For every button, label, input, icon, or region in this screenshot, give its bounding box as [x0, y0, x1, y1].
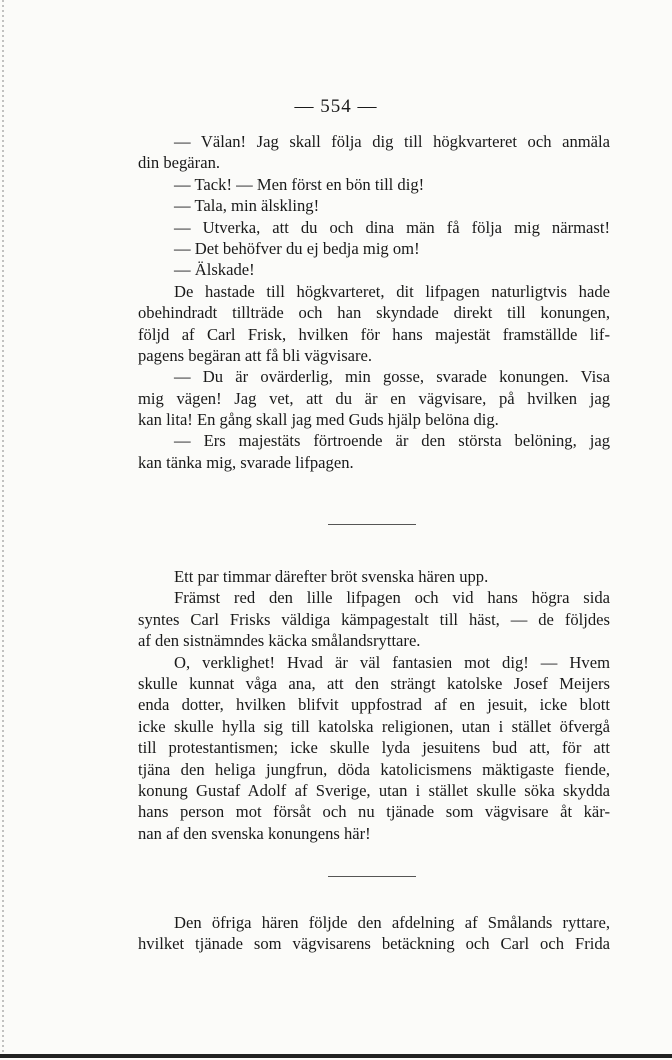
- text-line: — Ers majestäts förtroende är den största belöning, jag: [174, 431, 610, 451]
- text-block-march: [138, 566, 610, 844]
- text-line: hans person mot försåt och nu tjänade som vägvisare åt kär-: [138, 802, 610, 822]
- text-line: obehindradt tillträde och han skyndade direkt till konungen,: [138, 303, 610, 323]
- text-line: syntes Carl Frisks väldiga kämpagestalt till häst, — de följdes: [138, 609, 610, 629]
- text-line: icke skulle hylla sig till katolska religionen, utan i stället öfvergå: [138, 716, 610, 736]
- text-line: mig vägen! Jag vet, att du är en vägvisare, på hvilken jag: [138, 388, 610, 408]
- text-line: enda dotter, hvilken blifvit uppfostrad af en jesuit, icke blott: [138, 695, 610, 715]
- text-line: pagens begäran att få bli vägvisare.: [138, 345, 373, 365]
- text-line: tjäna den heliga jungfrun, döda katolicismens mäktigaste fiende,: [138, 759, 610, 779]
- text-line: följd af Carl Frisk, hvilken för hans majestät framställde lif-: [138, 324, 610, 344]
- text-block-continuation: [138, 912, 610, 955]
- text-line: O, verklighet! Hvad är väl fantasien mot dig! — Hvem: [174, 652, 610, 672]
- text-line: — Tala, min älskling!: [174, 196, 320, 216]
- text-line: kan tänka mig, svarade lifpagen.: [138, 452, 354, 472]
- text-line: kan lita! En gång skall jag med Guds hjälp belöna dig.: [138, 410, 499, 430]
- text-line: — Utverka, att du och dina män få följa mig närmast!: [174, 217, 610, 237]
- text-line: skulle kunnat våga ana, att den strängt katolske Josef Meijers: [138, 673, 610, 693]
- text-line: — Välan! Jag skall följa dig till högkvarteret och anmäla: [174, 132, 610, 151]
- text-line: Ett par timmar därefter bröt svenska hären upp.: [174, 567, 489, 586]
- text-line: Främst red den lille lifpagen och vid hans högra sida: [174, 588, 610, 608]
- text-line: — Älskade!: [174, 260, 255, 280]
- text-line: — Tack! — Men först en bön till dig!: [174, 174, 425, 194]
- page-bottom-edge: [0, 1054, 672, 1058]
- text-line: — Det behöfver du ej bedja mig om!: [174, 238, 420, 258]
- page-left-edge: [2, 0, 4, 1060]
- text-block-dialogue: [138, 131, 610, 473]
- text-line: hvilket tjänade som vägvisarens betäckning och Carl och Frida: [138, 934, 610, 954]
- text-line: Den öfriga hären följde den afdelning af Smålands ryttare,: [174, 913, 610, 932]
- page-number: — 554 —: [294, 96, 378, 117]
- text-line: din begäran.: [138, 153, 221, 173]
- text-line: nan af den svenska konungens här!: [138, 823, 371, 843]
- text-line: konung Gustaf Adolf af Sverige, utan i stället skulle söka skydda: [138, 780, 610, 800]
- text-line: till protestantismen; icke skulle lyda jesuitens bud att, för att: [138, 738, 610, 758]
- text-line: — Du är ovärderlig, min gosse, svarade konungen. Visa: [174, 367, 610, 387]
- text-line: af den sistnämndes käcka smålandsryttare.: [138, 631, 421, 651]
- section-separator: [328, 524, 416, 525]
- section-separator: [328, 876, 416, 877]
- text-line: De hastade till högkvarteret, dit lifpagen naturligtvis hade: [174, 281, 610, 301]
